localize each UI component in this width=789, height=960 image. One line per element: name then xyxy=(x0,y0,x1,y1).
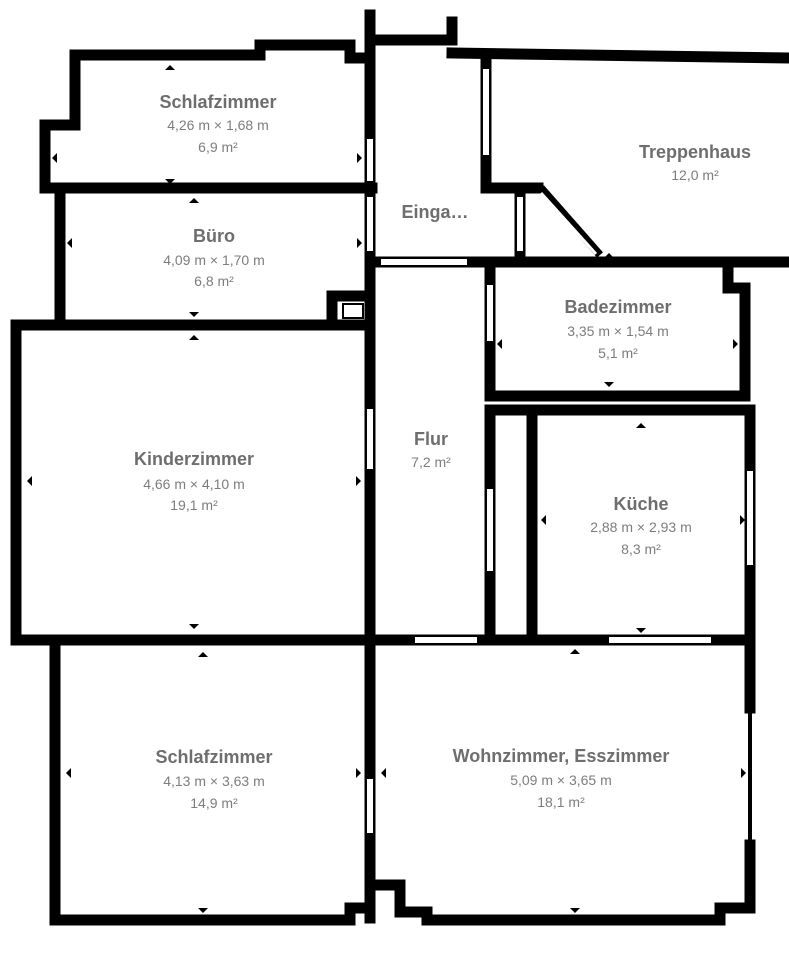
window-9 xyxy=(486,488,494,572)
wall-treppenhaus-top xyxy=(452,53,789,58)
room-area: 6,8 m² xyxy=(194,273,234,289)
marker xyxy=(636,628,646,633)
room-dimensions: 4,13 m × 3,63 m xyxy=(163,773,265,789)
marker xyxy=(165,65,175,70)
room-wohnzimmer[interactable] xyxy=(453,746,670,810)
wall-entrance-top xyxy=(370,22,452,40)
marker xyxy=(733,339,738,349)
marker xyxy=(604,382,614,387)
window-1 xyxy=(366,138,374,182)
wall-wohnzimmer xyxy=(370,845,750,920)
room-area: 5,1 m² xyxy=(598,345,638,361)
marker xyxy=(356,768,361,778)
door-swing xyxy=(541,188,600,255)
room-area: 12,0 m² xyxy=(671,167,719,183)
marker xyxy=(497,339,502,349)
room-name: Wohnzimmer, Esszimmer xyxy=(452,746,670,766)
window-6 xyxy=(516,196,524,252)
room-area: 14,9 m² xyxy=(190,795,238,811)
room-labels xyxy=(134,92,751,811)
window-12 xyxy=(746,470,754,566)
room-eingang[interactable] xyxy=(401,202,468,222)
marker xyxy=(189,198,199,203)
marker xyxy=(198,908,208,913)
window-4 xyxy=(366,778,374,834)
window-10 xyxy=(414,636,478,644)
room-schlafzimmer-2[interactable] xyxy=(155,747,272,811)
room-name: Flur xyxy=(414,429,448,449)
window-13 xyxy=(343,304,363,318)
wall-treppenhaus-left xyxy=(486,58,538,188)
room-name: Badezimmer xyxy=(564,297,672,317)
room-badezimmer[interactable] xyxy=(564,297,671,361)
marker xyxy=(357,238,362,248)
marker xyxy=(52,153,57,163)
room-name: Büro xyxy=(193,226,235,246)
marker xyxy=(357,153,362,163)
room-treppenhaus[interactable] xyxy=(639,142,751,183)
marker xyxy=(27,476,32,486)
room-dimensions: 2,88 m × 2,93 m xyxy=(590,519,692,535)
marker xyxy=(570,908,580,913)
marker xyxy=(189,335,199,340)
marker xyxy=(381,768,386,778)
marker xyxy=(740,515,745,525)
marker xyxy=(570,649,580,654)
window-11 xyxy=(608,636,712,644)
room-dimensions: 3,35 m × 1,54 m xyxy=(567,323,669,339)
room-dimensions: 4,26 m × 1,68 m xyxy=(167,117,269,133)
room-name: Küche xyxy=(613,494,669,514)
window-8 xyxy=(486,284,494,342)
room-name: Kinderzimmer xyxy=(133,449,255,469)
room-area: 7,2 m² xyxy=(411,454,451,470)
window-3 xyxy=(366,408,374,470)
room-dimensions: 4,09 m × 1,70 m xyxy=(163,252,265,268)
room-dimensions: 4,66 m × 4,10 m xyxy=(143,476,245,492)
marker xyxy=(541,515,546,525)
room-dimensions: 5,09 m × 3,65 m xyxy=(510,772,612,788)
marker xyxy=(66,768,71,778)
room-schlafzimmer-1[interactable] xyxy=(159,92,276,155)
room-name: Treppenhaus xyxy=(638,142,752,162)
window-5 xyxy=(482,68,490,156)
room-area: 18,1 m² xyxy=(537,794,585,810)
marker xyxy=(604,253,614,258)
room-flur[interactable] xyxy=(411,429,451,470)
room-kinderzimmer[interactable] xyxy=(134,449,254,513)
room-buero[interactable] xyxy=(163,226,265,289)
room-name: Schlafzimmer xyxy=(155,747,273,767)
marker xyxy=(189,312,199,317)
marker xyxy=(198,652,208,657)
window-2 xyxy=(366,196,374,252)
room-name: Schlafzimmer xyxy=(159,92,277,112)
room-area: 19,1 m² xyxy=(170,497,218,513)
marker xyxy=(189,624,199,629)
room-kueche[interactable] xyxy=(590,494,692,557)
room-area: 8,3 m² xyxy=(621,541,661,557)
marker xyxy=(67,238,72,248)
marker xyxy=(741,768,746,778)
room-name: Einga… xyxy=(401,202,469,222)
window-7 xyxy=(380,258,468,266)
room-area: 6,9 m² xyxy=(198,139,238,155)
marker xyxy=(356,476,361,486)
marker xyxy=(636,423,646,428)
